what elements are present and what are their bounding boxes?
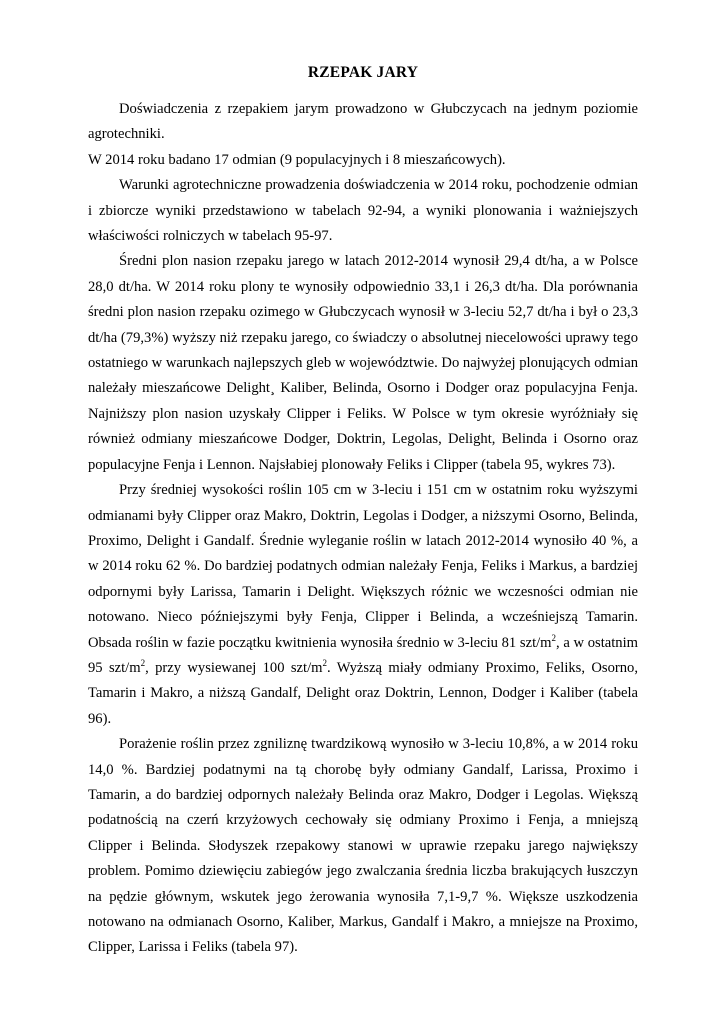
plant-traits-text-4: . Wyższą miały odmiany Proximo, Feliks, Osorno, Tamarin i Makro, a niższą Gandalf, Delight oraz Doktrin, Lennon, Dodger i Kaliber (tabela 96).: [88, 659, 638, 727]
superscript-2: 2: [322, 658, 327, 669]
document-title: RZEPAK JARY: [307, 64, 419, 81]
paragraph-variety-count: W 2014 roku badano 17 odmian (9 populacyjnych i 8 mieszańcowych).: [88, 151, 506, 168]
paragraph-conditions: Warunki agrotechniczne prowadzenia doświadczenia w 2014 roku, pochodzenie odmian i zbiorcze wyniki przedstawiono w tabelach 92-94, a wyniki plonowania i ważniejszych właściwości rolniczych w tabelach 95-97.: [88, 177, 638, 245]
paragraph-intro: Doświadczenia z rzepakiem jarym prowadzono w Głubczycach na jednym poziomie agrotechniki.: [88, 101, 638, 143]
paragraph-yield: Średni plon nasion rzepaku jarego w latach 2012-2014 wynosił 29,4 dt/ha, a w Polsce 28,0 dt/ha. W 2014 roku plony te wynosiły odpowiednio 33,1 i 26,3 dt/ha. Dla porównania średni plon nasion rzepaku ozimego w Głubczycach wynosił w 3-leciu 52,7 dt/ha i był o 23,3 dt/ha (79,3%) wyższy niż rzepaku jarego, co świadczy o absolutnej niecelowości uprawy tego ostatniego w warunkach najlepszych gleb w województwie. Do najwyżej plonujących odmian należały mieszańcowe Delight¸ Kaliber, Belinda, Osorno i Dodger oraz populacyjna Fenja. Najniższy plon nasion uzyskały Clipper i Feliks. W Polsce w tym okresie wyróżniały się również odmiany mieszańcowe Dodger, Doktrin, Legolas, Delight, Belinda i Osorno oraz populacyjne Fenja i Lennon. Najsłabiej plonowały Feliks i Clipper (tabela 95, wykres 73).: [88, 253, 638, 473]
plant-traits-text-2: , a w ostatnim 95 szt/m: [88, 634, 638, 676]
paragraph-plant-traits: [88, 478, 638, 732]
superscript-2: 2: [140, 658, 146, 669]
plant-traits-text-1: Przy średniej wysokości roślin 105 cm w 3-leciu i 151 cm w ostatnim roku wyższymi odmianami były Clipper oraz Makro, Doktrin, Legolas i Dodger, a niższymi Osorno, Belinda, Proximo, Delight i Gandalf. Średnie wyleganie roślin w latach 2012-2014 wynosiło 40 %, a w 2014 roku 62 %. Do bardziej podatnych odmian należały Fenja, Feliks i Markus, a bardziej odpornymi były Larissa, Tamarin i Delight. Większych różnic we wczesności odmian nie notowano. Nieco późniejszymi były Fenja, Clipper i Belinda, a wcześniejszą Tamarin. Obsada roślin w fazie początku kwitnienia wynosiła średnio w 3-leciu 81 szt/m: [88, 482, 638, 651]
paragraph-diseases-pests: Porażenie roślin przez zgniliznę twardzikową wynosiło w 3-leciu 10,8%, a w 2014 roku 14,0 %. Bardziej podatnymi na tą chorobę były odmiany Gandalf, Larissa, Proximo i Tamarin, a do bardziej odpornych należały Belinda oraz Makro, Dodger i Legolas. Większą podatnością na czerń krzyżowych cechowały się odmiany Proximo i Fenja, a mniejszą Clipper i Belinda. Słodyszek rzepakowy stanowi w uprawie rzepaku jarego największy problem. Pomimo dziewięciu zabiegów jego zwalczania średnia liczba brakujących łuszczyn na pędzie głównym, wskutek jego żerowania wynosiła 7,1-9,7 %. Większe uszkodzenia notowano na odmianach Osorno, Kaliber, Markus, Gandalf i Makro, a mniejsze na Proximo, Clipper, Larissa i Feliks (tabela 97).: [88, 736, 638, 956]
superscript-2: 2: [551, 632, 557, 643]
plant-traits-text-3: , przy wysiewanej 100 szt/m: [145, 659, 323, 676]
